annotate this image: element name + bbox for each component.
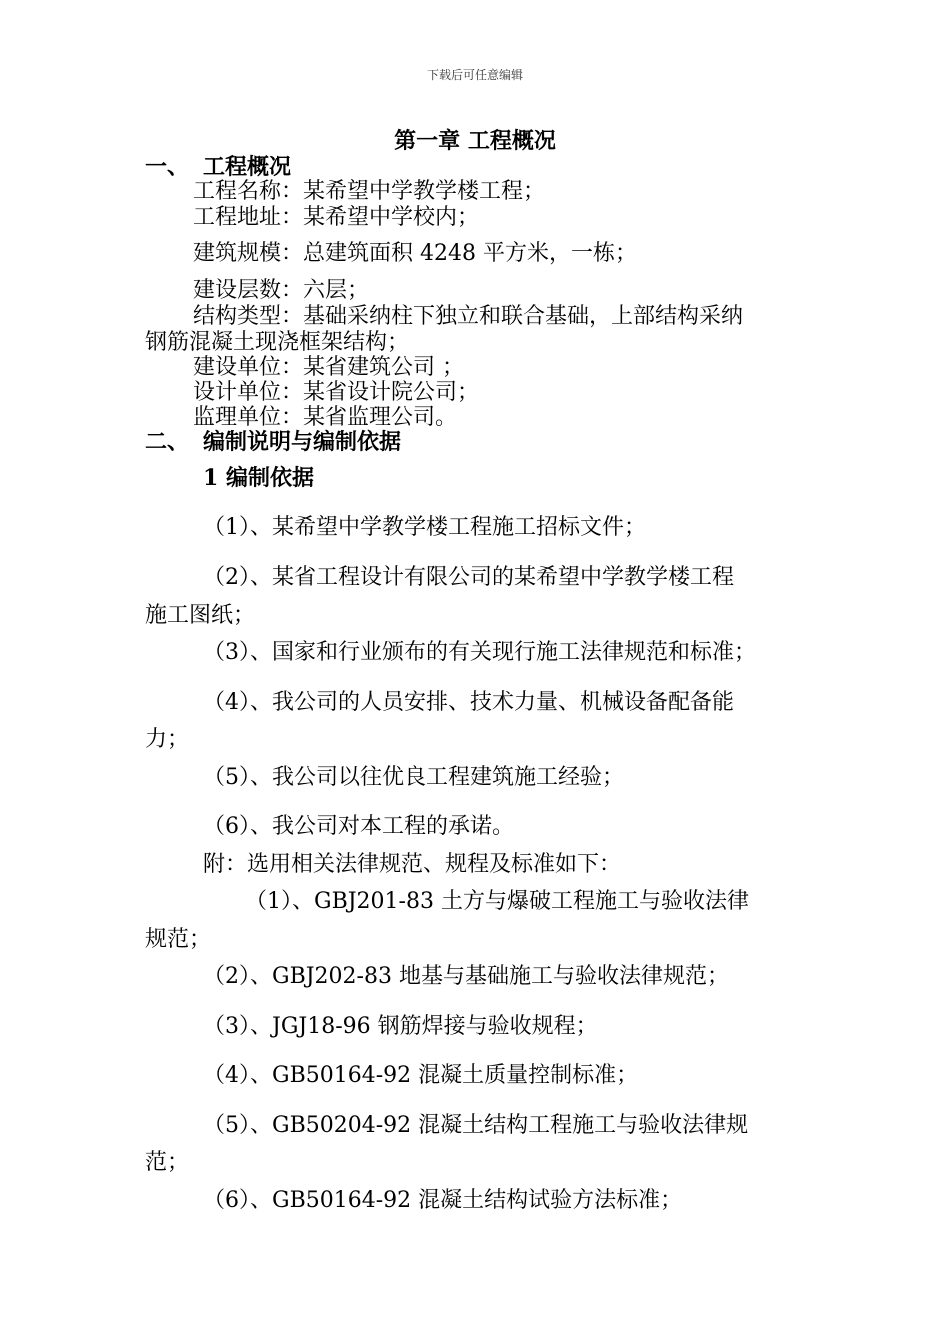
standard-line: （6）、GB50164-92 混凝土结构试验方法标准； <box>203 1188 683 1213</box>
standard-line: （3）、JGJ18-96 钢筋焊接与验收规程； <box>203 1014 598 1039</box>
basis-line: （2）、某省工程设计有限公司的某希望中学教学楼工程 <box>203 565 734 590</box>
chapter-title: 第一章 工程概况 <box>394 128 556 154</box>
basis-line: （5）、我公司以往优良工程建筑施工经验； <box>203 765 624 790</box>
supervision-unit-line: 监理单位：某省监理公司。 <box>193 405 458 430</box>
standard-line: （4）、GB50164-92 混凝土质量控制标准； <box>203 1063 639 1088</box>
page-header: 下载后可任意编辑 <box>426 68 523 82</box>
basis-line: （1）、某希望中学教学楼工程施工招标文件； <box>203 515 646 540</box>
section-number: 二、 <box>145 429 190 455</box>
standard-line: （5）、GB50204-92 混凝土结构工程施工与验收法律规 <box>203 1113 749 1138</box>
section-number: 一、 <box>145 154 190 180</box>
design-unit-line: 设计单位：某省设计院公司； <box>193 380 480 405</box>
construction-unit-line: 建设单位：某省建筑公司 ； <box>193 355 464 380</box>
project-floors-line: 建设层数：六层； <box>193 278 370 303</box>
basis-line-continued: 力； <box>145 727 190 752</box>
standard-line: （1）、GBJ201-83 土方与爆破工程施工与验收法律 <box>245 889 749 914</box>
basis-line: （4）、我公司的人员安排、技术力量、机械设备配备能 <box>203 690 734 715</box>
basis-line: （3）、国家和行业颁布的有关现行施工法律规范和标准； <box>203 640 756 665</box>
structure-type-line: 结构类型：基础采纳柱下独立和联合基础，上部结构采纳 <box>193 304 744 329</box>
project-address-line: 工程地址：某希望中学校内； <box>193 205 480 230</box>
appendix-intro: 附：选用相关法律规范、规程及标准如下： <box>203 852 622 877</box>
basis-line: （6）、我公司对本工程的承诺。 <box>203 814 514 839</box>
section-heading-2 <box>145 425 401 456</box>
standard-line-continued: 规范； <box>145 927 212 952</box>
project-scale-line: 建筑规模：总建筑面积 4248 平方米，一栋； <box>193 241 637 266</box>
basis-line-continued: 施工图纸； <box>145 603 256 628</box>
section-title: 工程概况 <box>203 154 292 180</box>
standard-line-continued: 范； <box>145 1150 190 1175</box>
project-name-line: 工程名称：某希望中学教学楼工程； <box>193 179 546 204</box>
subheading: 1 编制依据 <box>203 465 314 491</box>
standard-line: （2）、GBJ202-83 地基与基础施工与验收法律规范； <box>203 964 729 989</box>
section-title: 编制说明与编制依据 <box>203 429 402 455</box>
structure-type-continued: 钢筋混凝土现浇框架结构； <box>145 330 410 355</box>
